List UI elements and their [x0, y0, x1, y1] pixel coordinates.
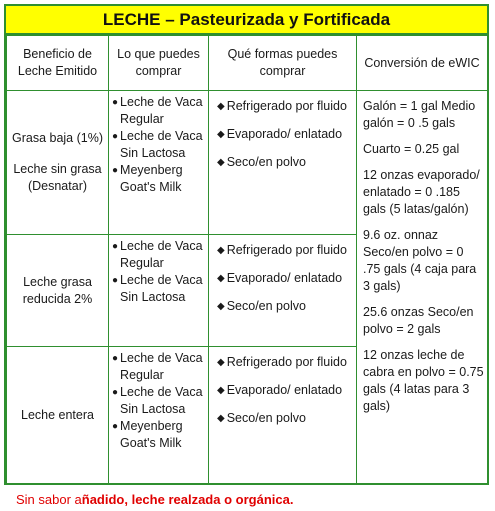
bullet-icon: ● — [112, 131, 119, 142]
diamond-icon: ◆ — [217, 385, 225, 396]
diamond-icon: ◆ — [217, 101, 225, 112]
list-item: ● Meyenberg Goat's Milk — [112, 163, 183, 194]
bullet-icon: ● — [112, 165, 119, 176]
list-item: ◆ Refrigerado por fluido — [217, 355, 347, 369]
list-item: ◆ Seco/en polvo — [217, 411, 306, 425]
conversion-line: 12 onzas evaporado/ enlatado = 0 .185 gals (5 latas/galón) — [363, 168, 480, 216]
benefit-cell — [7, 235, 109, 347]
conversion-line: 9.6 oz. onnaz Seco/en polvo = 0 .75 gals (4 caja para 3 gals) — [363, 228, 477, 293]
list-item: ◆ Seco/en polvo — [217, 299, 306, 313]
list-item: ● Leche de Vaca Regular — [112, 239, 203, 270]
conversion-cell — [357, 91, 488, 485]
diamond-icon: ◆ — [217, 413, 225, 424]
benefit-cell — [7, 347, 109, 485]
header-row — [7, 36, 488, 91]
bullet-icon: ● — [112, 97, 119, 108]
bullet-icon: ● — [112, 241, 119, 252]
diamond-icon: ◆ — [217, 301, 225, 312]
header-forms: Qué formas puedes comprar — [209, 36, 357, 91]
forms-cell — [209, 235, 357, 347]
header-benefit: Beneficio de Leche Emitido — [7, 36, 109, 91]
milk-table-frame — [4, 4, 489, 485]
bullet-icon: ● — [112, 421, 119, 432]
diamond-icon: ◆ — [217, 357, 225, 368]
list-item: ◆ Refrigerado por fluido — [217, 99, 347, 113]
benefit-text: Leche sin grasa (Desnatar) — [13, 162, 102, 193]
list-item: ◆ Seco/en polvo — [217, 155, 306, 169]
page-title: LECHE – Pasteurizada y Fortificada — [6, 6, 487, 35]
benefit-cell — [7, 91, 109, 235]
header-items: Lo que puedes comprar — [109, 36, 209, 91]
header-conversion: Conversión de eWIC — [357, 36, 488, 91]
milk-table — [6, 35, 488, 485]
list-item: ◆ Refrigerado por fluido — [217, 243, 347, 257]
list-item: ● Leche de Vaca Sin Lactosa — [112, 385, 203, 416]
diamond-icon: ◆ — [217, 245, 225, 256]
items-cell — [109, 347, 209, 485]
list-item: ◆ Evaporado/ enlatado — [217, 271, 343, 285]
conversion-line: Cuarto = 0.25 gal — [363, 142, 460, 156]
items-cell — [109, 235, 209, 347]
list-item: ◆ Evaporado/ enlatado — [217, 127, 343, 141]
forms-cell — [209, 91, 357, 235]
conversion-line: Galón = 1 gal Medio galón = 0 .5 gals — [363, 99, 476, 130]
diamond-icon: ◆ — [217, 129, 225, 140]
benefit-text: Leche entera — [21, 408, 94, 422]
items-cell — [109, 91, 209, 235]
table-row — [7, 91, 488, 235]
footer-text-bold: ñadido, leche realzada o orgánica. — [81, 492, 294, 507]
bullet-icon: ● — [112, 387, 119, 398]
list-item: ● Leche de Vaca Sin Lactosa — [112, 273, 203, 304]
list-item: ◆ Evaporado/ enlatado — [217, 383, 343, 397]
conversion-line: 12 onzas leche de cabra en polvo = 0.75 gals (4 latas para 3 gals) — [363, 348, 484, 413]
bullet-icon: ● — [112, 275, 119, 286]
benefit-text: Grasa baja (1%) — [11, 131, 103, 145]
diamond-icon: ◆ — [217, 273, 225, 284]
list-item: ● Meyenberg Goat's Milk — [112, 419, 183, 450]
bullet-icon: ● — [112, 353, 119, 364]
diamond-icon: ◆ — [217, 157, 225, 168]
forms-cell — [209, 347, 357, 485]
conversion-line: 25.6 onzas Seco/en polvo = 2 gals — [363, 305, 474, 336]
footer-note — [16, 492, 293, 507]
list-item: ● Leche de Vaca Regular — [112, 351, 203, 382]
footer-text-start: Sin sabor a — [16, 492, 82, 507]
list-item: ● Leche de Vaca Regular — [112, 95, 203, 126]
list-item: ● Leche de Vaca Sin Lactosa — [112, 129, 203, 160]
benefit-text: Leche grasa reducida 2% — [22, 274, 93, 306]
